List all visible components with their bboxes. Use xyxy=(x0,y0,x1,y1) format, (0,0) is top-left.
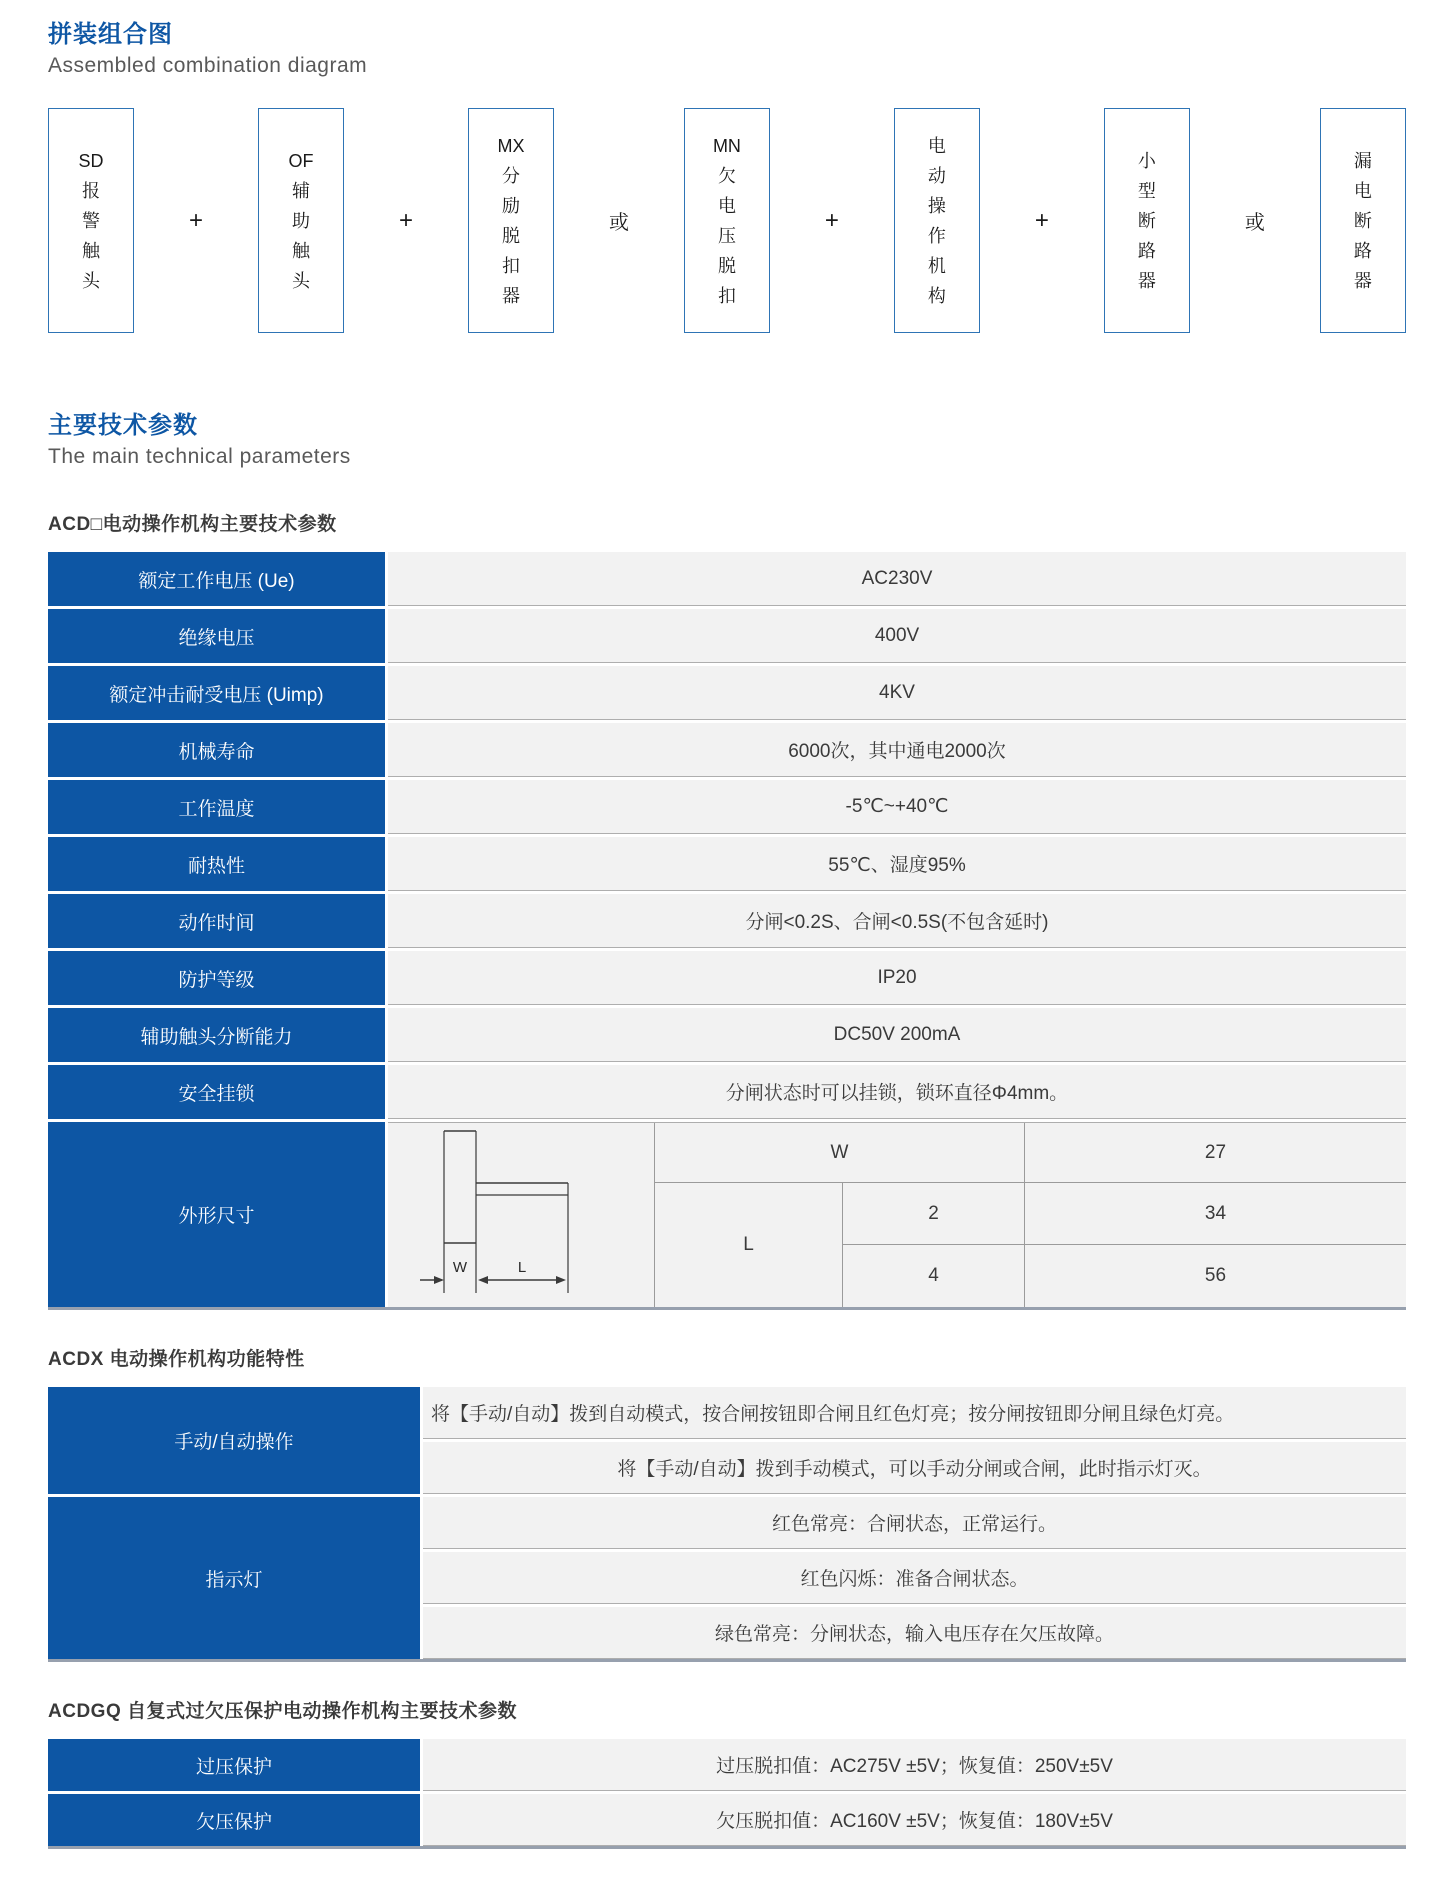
param-value: DC50V 200mA xyxy=(388,1008,1406,1062)
dimensions-cell xyxy=(388,1122,1406,1307)
dims-l-header: L xyxy=(654,1183,842,1307)
plus-connector: + xyxy=(1034,206,1049,234)
section1-title-en: Assembled combination diagram xyxy=(48,54,368,77)
table1-heading: ACD□电动操作机构主要技术参数 xyxy=(48,514,337,535)
diagram-l-label: L xyxy=(517,1259,527,1276)
acd-parameters-table xyxy=(48,552,1406,1310)
outline-drawing-icon xyxy=(416,1125,626,1305)
param-value: AC230V xyxy=(388,552,1406,606)
or-connector: 或 xyxy=(1244,212,1265,234)
param-label: 耐热性 xyxy=(48,837,385,891)
param-value: 分闸状态时可以挂锁，锁环直径Φ4mm。 xyxy=(388,1065,1406,1119)
plus-connector: + xyxy=(188,206,203,234)
combo-box-label: OF 辅 助 触 头 xyxy=(288,150,314,291)
dims-l-pole-2: 2 xyxy=(842,1183,1024,1245)
dims-w-header: W xyxy=(654,1123,1024,1183)
param-label-dimensions: 外形尺寸 xyxy=(48,1122,385,1307)
table2-heading: ACDX 电动操作机构功能特性 xyxy=(48,1349,305,1370)
param-label: 辅助触头分断能力 xyxy=(48,1008,385,1062)
dims-l-value-4: 56 xyxy=(1024,1245,1406,1307)
plus-connector: + xyxy=(398,206,413,234)
combo-box-label: 电 动 操 作 机 构 xyxy=(927,135,946,306)
param-label: 安全挂锁 xyxy=(48,1065,385,1119)
section1-title-cn: 拼装组合图 xyxy=(48,21,173,48)
combo-box-miniature-circuit-breaker xyxy=(1104,108,1190,333)
combo-box-residual-current-breaker xyxy=(1320,108,1406,333)
param-label: 防护等级 xyxy=(48,951,385,1005)
feature-value: 将【手动/自动】拨到自动模式，按合闸按钮即合闸且红色灯亮；按分闸按钮即分闸且绿色灯亮。 xyxy=(423,1387,1406,1439)
acdgq-protection-table xyxy=(48,1739,1406,1849)
dims-l-value-2: 34 xyxy=(1024,1183,1406,1245)
param-value: 分闸<0.2S、合闸<0.5S(不包含延时) xyxy=(388,894,1406,948)
feature-label-manual-auto: 手动/自动操作 xyxy=(48,1387,420,1494)
dims-w-value: 27 xyxy=(1024,1123,1406,1183)
feature-value: 绿色常亮：分闸状态，输入电压存在欠压故障。 xyxy=(423,1607,1406,1659)
combo-box-mn-undervoltage-release xyxy=(684,108,770,333)
combo-box-motor-operator xyxy=(894,108,980,333)
dimension-diagram xyxy=(388,1123,654,1307)
combo-box-mx-shunt-release xyxy=(468,108,554,333)
table3-heading: ACDGQ 自复式过欠压保护电动操作机构主要技术参数 xyxy=(48,1701,518,1722)
combo-box-sd-alarm-contact xyxy=(48,108,134,333)
feature-value: 红色闪烁：准备合闸状态。 xyxy=(423,1552,1406,1604)
combo-box-label: MN 欠 电 压 脱 扣 xyxy=(712,135,741,306)
feature-label-indicator: 指示灯 xyxy=(48,1497,420,1659)
combo-box-label: SD 报 警 触 头 xyxy=(78,150,104,291)
plus-connector: + xyxy=(824,206,839,234)
param-label: 额定工作电压 (Ue) xyxy=(48,552,385,606)
or-connector: 或 xyxy=(608,212,629,234)
combo-box-label: 漏 电 断 路 器 xyxy=(1353,150,1372,291)
param-label: 额定冲击耐受电压 (Uimp) xyxy=(48,666,385,720)
section2-title-cn: 主要技术参数 xyxy=(48,412,198,439)
feature-value: 红色常亮：合闸状态，正常运行。 xyxy=(423,1497,1406,1549)
param-value: 4KV xyxy=(388,666,1406,720)
param-value: 6000次，其中通电2000次 xyxy=(388,723,1406,777)
param-label: 机械寿命 xyxy=(48,723,385,777)
acdx-features-table xyxy=(48,1387,1406,1662)
param-value: -5℃~+40℃ xyxy=(388,780,1406,834)
protection-value: 过压脱扣值：AC275V ±5V；恢复值：250V±5V xyxy=(423,1739,1406,1791)
section2-title-en: The main technical parameters xyxy=(48,445,351,468)
param-label: 工作温度 xyxy=(48,780,385,834)
param-value: 400V xyxy=(388,609,1406,663)
param-value: 55℃、湿度95% xyxy=(388,837,1406,891)
combo-box-of-aux-contact xyxy=(258,108,344,333)
param-label: 绝缘电压 xyxy=(48,609,385,663)
section-main-technical-parameters xyxy=(48,405,1406,469)
feature-value: 将【手动/自动】拨到手动模式，可以手动分闸或合闸，此时指示灯灭。 xyxy=(423,1442,1406,1494)
dims-l-pole-4: 4 xyxy=(842,1245,1024,1307)
param-label: 动作时间 xyxy=(48,894,385,948)
section-assembled-combination xyxy=(48,14,1406,333)
protection-value: 欠压脱扣值：AC160V ±5V；恢复值：180V±5V xyxy=(423,1794,1406,1846)
param-value: IP20 xyxy=(388,951,1406,1005)
combo-box-label: MX 分 励 脱 扣 器 xyxy=(497,135,525,306)
combination-diagram xyxy=(48,108,1406,333)
diagram-w-label: W xyxy=(452,1259,468,1276)
protection-label: 过压保护 xyxy=(48,1739,420,1791)
protection-label: 欠压保护 xyxy=(48,1794,420,1846)
combo-box-label: 小 型 断 路 器 xyxy=(1137,150,1156,291)
